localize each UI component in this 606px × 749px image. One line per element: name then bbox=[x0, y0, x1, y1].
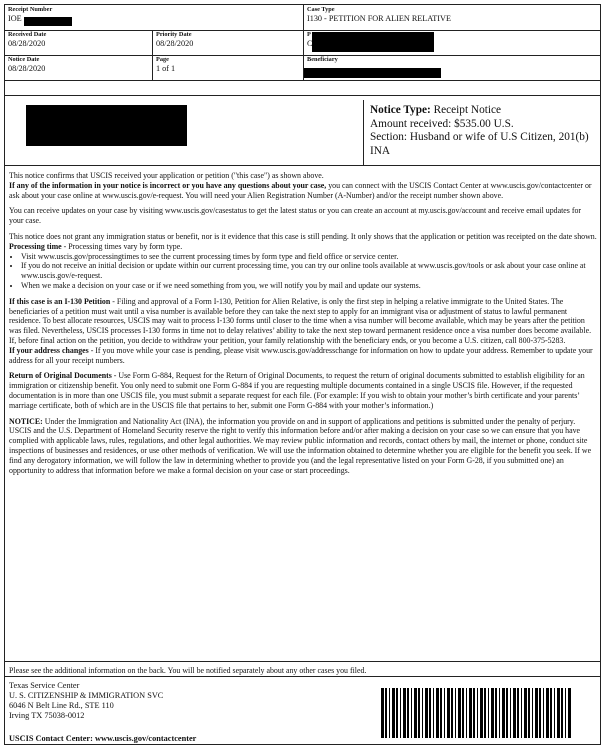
priority-date-cell bbox=[153, 30, 304, 55]
case-type-cell bbox=[304, 5, 600, 30]
list-item: • When we make a decision on your case or if we need something from you, we will notify you by mail and update our systems. bbox=[21, 281, 597, 291]
divider-top bbox=[5, 95, 600, 96]
processing-time-text: - Processing times vary by form type. bbox=[61, 241, 183, 251]
petitioner-label: P bbox=[307, 31, 311, 38]
notice-type-box bbox=[363, 100, 600, 165]
processing-time-heading: Processing time bbox=[9, 241, 62, 251]
amount-received: Amount received: $535.00 U.S. bbox=[370, 117, 514, 130]
i130-heading: If this case is an I-130 Petition bbox=[9, 296, 111, 306]
address-change-heading: If your address changes bbox=[9, 345, 89, 355]
page-value: 1 of 1 bbox=[156, 64, 176, 73]
divider-body bbox=[5, 165, 600, 166]
return-documents-heading: Return of Original Documents bbox=[9, 371, 112, 381]
redacted-receipt-number bbox=[24, 17, 72, 26]
no-status-text: This notice does not grant any immigration status or benefit, nor is it evidence that this case is still pending. It only shows that the application or petition was receipted on the date shown. bbox=[9, 231, 597, 241]
notice-date-cell bbox=[5, 55, 153, 80]
contact-center: USCIS Contact Center: www.uscis.gov/contactcenter bbox=[9, 734, 197, 743]
incorrect-info-heading: If any of the information in your notice is incorrect or you have any questions about your case, bbox=[9, 180, 327, 190]
receipt-notice-page bbox=[4, 4, 601, 745]
receipt-number-value: IOE bbox=[8, 14, 22, 23]
received-date-cell bbox=[5, 30, 153, 55]
header-row-2 bbox=[5, 30, 600, 56]
incorrect-info-text: you can connect with the USCIS Contact Center at www.uscis.gov/contactcenter or ask about your case online at www.uscis.gov/e-request. You will need your Alien Registration Number (A-Number) and/or the receipt number shown above. bbox=[9, 180, 592, 200]
header-row-1 bbox=[5, 5, 600, 31]
page-label: Page bbox=[156, 56, 169, 63]
received-date-value: 08/28/2020 bbox=[8, 39, 46, 48]
notice-type-value: Receipt Notice bbox=[433, 104, 502, 116]
list-item: • If you do not receive an initial decision or update within our current processing time, you can try our online tools available at www.uscis.gov/tools or ask about your case online at www.uscis.gov/e-request. bbox=[21, 261, 597, 281]
address-line: 6046 N Belt Line Rd., STE 110 bbox=[9, 701, 114, 710]
address-line: Texas Service Center bbox=[9, 681, 80, 690]
notice-type-label: Notice Type: bbox=[370, 104, 431, 116]
priority-date-label: Priority Date bbox=[156, 31, 192, 38]
case-type-value: I130 - PETITION FOR ALIEN RELATIVE bbox=[307, 14, 451, 23]
confirmation-text: This notice confirms that USCIS received your application or petition ("this case") as shown above. bbox=[9, 171, 324, 180]
i130-text: - Filing and approval of a Form I-130, Petition for Alien Relative, is only the first step in helping a relative immigrate to the United States. The beneficiaries of a petition must wait until a visa number is available before they can take the next step to apply for an immigrant visa or adjustment of status to lawful permanent residence. To best allocate resources, USCIS may wait to process I-130 forms until closer to the time when a visa number will become available, which may be years after the petition was filed. Nevertheless, USCIS processes I-130 forms in time not to delay relatives’ ability to take the next step toward permanent residence once a visa number does become available. If, before final action on the petition, you decide to withdraw your petition, your family relationship with the beneficiary ends, or you become a U.S. citizen, call 800-375-5283. bbox=[9, 296, 592, 345]
notice-date-label: Notice Date bbox=[8, 56, 40, 63]
receipt-number-label: Receipt Number bbox=[8, 6, 53, 13]
received-date-label: Received Date bbox=[8, 31, 47, 38]
redacted-addressee bbox=[26, 105, 187, 146]
barcode bbox=[381, 688, 571, 738]
notice-text: Under the Immigration and Nationality Act (INA), the information you provide on and in support of applications and petitions is submitted under the penalty of perjury. USCIS and the U.S. Department of Homeland Security reserve the right to verify this information before and/or after making a decision on your case so we can ensure that you have complied with applicable laws, rules, regulations, and other legal authorities. We may review public information and records, contact others by mail, the internet or phone, conduct site inspections of businesses and residences, or use other methods of verification. We will use the information obtained to determine whether you are eligible for the benefit you seek. If we find any derogatory information, we will follow the law in determining whether to provide you (and the legal representative listed on your Form G-28, if you submitted one) an opportunity to address that information before we make a formal decision on your case or start proceedings. bbox=[9, 416, 592, 475]
header-row-3 bbox=[5, 55, 600, 81]
list-item: • Visit www.uscis.gov/processingtimes to see the current processing times by form type and field office or service center. bbox=[21, 252, 597, 262]
case-type-label: Case Type bbox=[307, 6, 335, 13]
notice-date-value: 08/28/2020 bbox=[8, 64, 46, 73]
footer-note: Please see the additional information on the back. You will be notified separately about any other cases you filed. bbox=[9, 666, 367, 675]
notice-heading: NOTICE: bbox=[9, 416, 43, 426]
updates-text: You can receive updates on your case by visiting www.uscis.gov/casestatus to get the latest status or you can create an account at my.uscis.gov/account and receive email updates for your case. bbox=[9, 206, 582, 226]
body-text bbox=[9, 171, 597, 481]
return-documents-text: - Use Form G-884, Request for the Return of Original Documents, to request the return of original documents submitted to establish eligibility for an immigration or citizenship benefit. You only need to submit one Form G-884 if you are requesting multiple documents contained in a single USCIS file. However, if the requested documentation is in more than one USCIS file, you must submit a separate request for each file. (For example: If you wish to obtain your mother’s birth certificate and your parents’ marriage certificate, both of which are in the USCIS file that pertains to her, submit one Form G-884 with your mother’s information.) bbox=[9, 371, 585, 410]
beneficiary-label: Beneficiary bbox=[307, 56, 338, 63]
priority-date-value: 08/28/2020 bbox=[156, 39, 194, 48]
petitioner-value: C bbox=[307, 39, 313, 48]
address-line: U. S. CITIZENSHIP & IMMIGRATION SVC bbox=[9, 691, 164, 700]
redacted-petitioner bbox=[312, 32, 434, 52]
divider-footer bbox=[5, 661, 600, 662]
service-center-address bbox=[9, 681, 163, 721]
address-change-text: - If you move while your case is pending, please visit www.uscis.gov/addresschange for information on how to update your address. Remember to update your address for all your receipt numbers. bbox=[9, 345, 593, 365]
divider-address bbox=[5, 676, 600, 677]
processing-bullets bbox=[9, 252, 597, 291]
section: Section: Husband or wife of U.S Citizen, 201(b) INA bbox=[370, 131, 589, 157]
page-cell bbox=[153, 55, 304, 80]
address-line: Irving TX 75038-0012 bbox=[9, 711, 85, 720]
redacted-beneficiary bbox=[304, 68, 441, 78]
